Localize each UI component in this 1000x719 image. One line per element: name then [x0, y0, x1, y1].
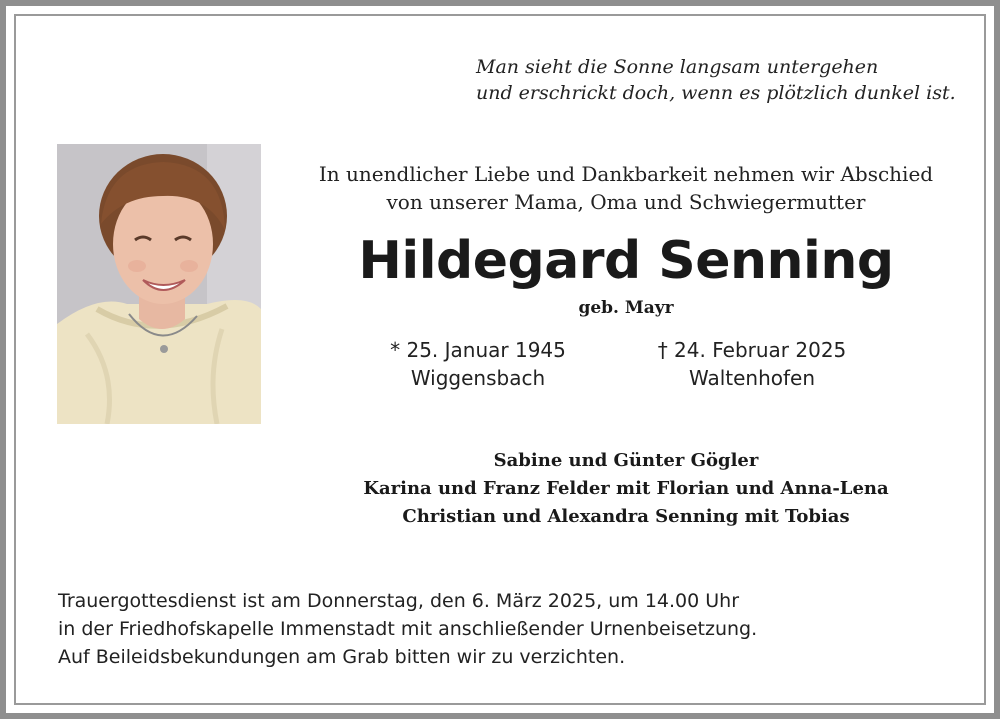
- intro-text: [296, 160, 956, 216]
- epigraph-quote: [476, 54, 956, 106]
- mourners-list: [296, 447, 956, 531]
- service-line-3: Auf Beileidsbekundungen am Grab bitten wir zu verzichten.: [58, 646, 626, 668]
- obituary-card: [6, 6, 994, 713]
- death-info: [622, 336, 882, 392]
- intro-line-2: von unserer Mama, Oma und Schwiegermutter: [386, 190, 866, 214]
- birth-date: * 25. Januar 1945: [390, 338, 566, 362]
- deceased-name: Hildegard Senning: [358, 231, 894, 291]
- portrait-photo: [57, 144, 261, 424]
- birth-info: [348, 336, 608, 392]
- service-line-2: in der Friedhofskapelle Immenstadt mit anschließender Urnenbeisetzung.: [58, 618, 758, 640]
- death-date: † 24. Februar 2025: [657, 338, 847, 362]
- life-dates: [296, 336, 956, 396]
- service-line-1: Trauergottesdienst ist am Donnerstag, den 6. März 2025, um 14.00 Uhr: [58, 590, 740, 612]
- intro-line-1: In unendlicher Liebe und Dankbarkeit nehmen wir Abschied: [318, 162, 934, 186]
- mourner-line: Karina und Franz Felder mit Florian und Anna-Lena: [363, 478, 889, 499]
- birth-place: Wiggensbach: [410, 366, 546, 390]
- quote-line-2: und erschrickt doch, wenn es plötzlich dunkel ist.: [476, 82, 956, 104]
- quote-line-1: Man sieht die Sonne langsam untergehen: [476, 56, 879, 78]
- funeral-service-info: [58, 587, 958, 671]
- death-place: Waltenhofen: [688, 366, 816, 390]
- mourner-line: Sabine und Günter Gögler: [493, 450, 759, 471]
- portrait-illustration: [57, 144, 261, 424]
- mourner-line: Christian und Alexandra Senning mit Tobias: [402, 506, 850, 527]
- maiden-name: geb. Mayr: [578, 298, 674, 318]
